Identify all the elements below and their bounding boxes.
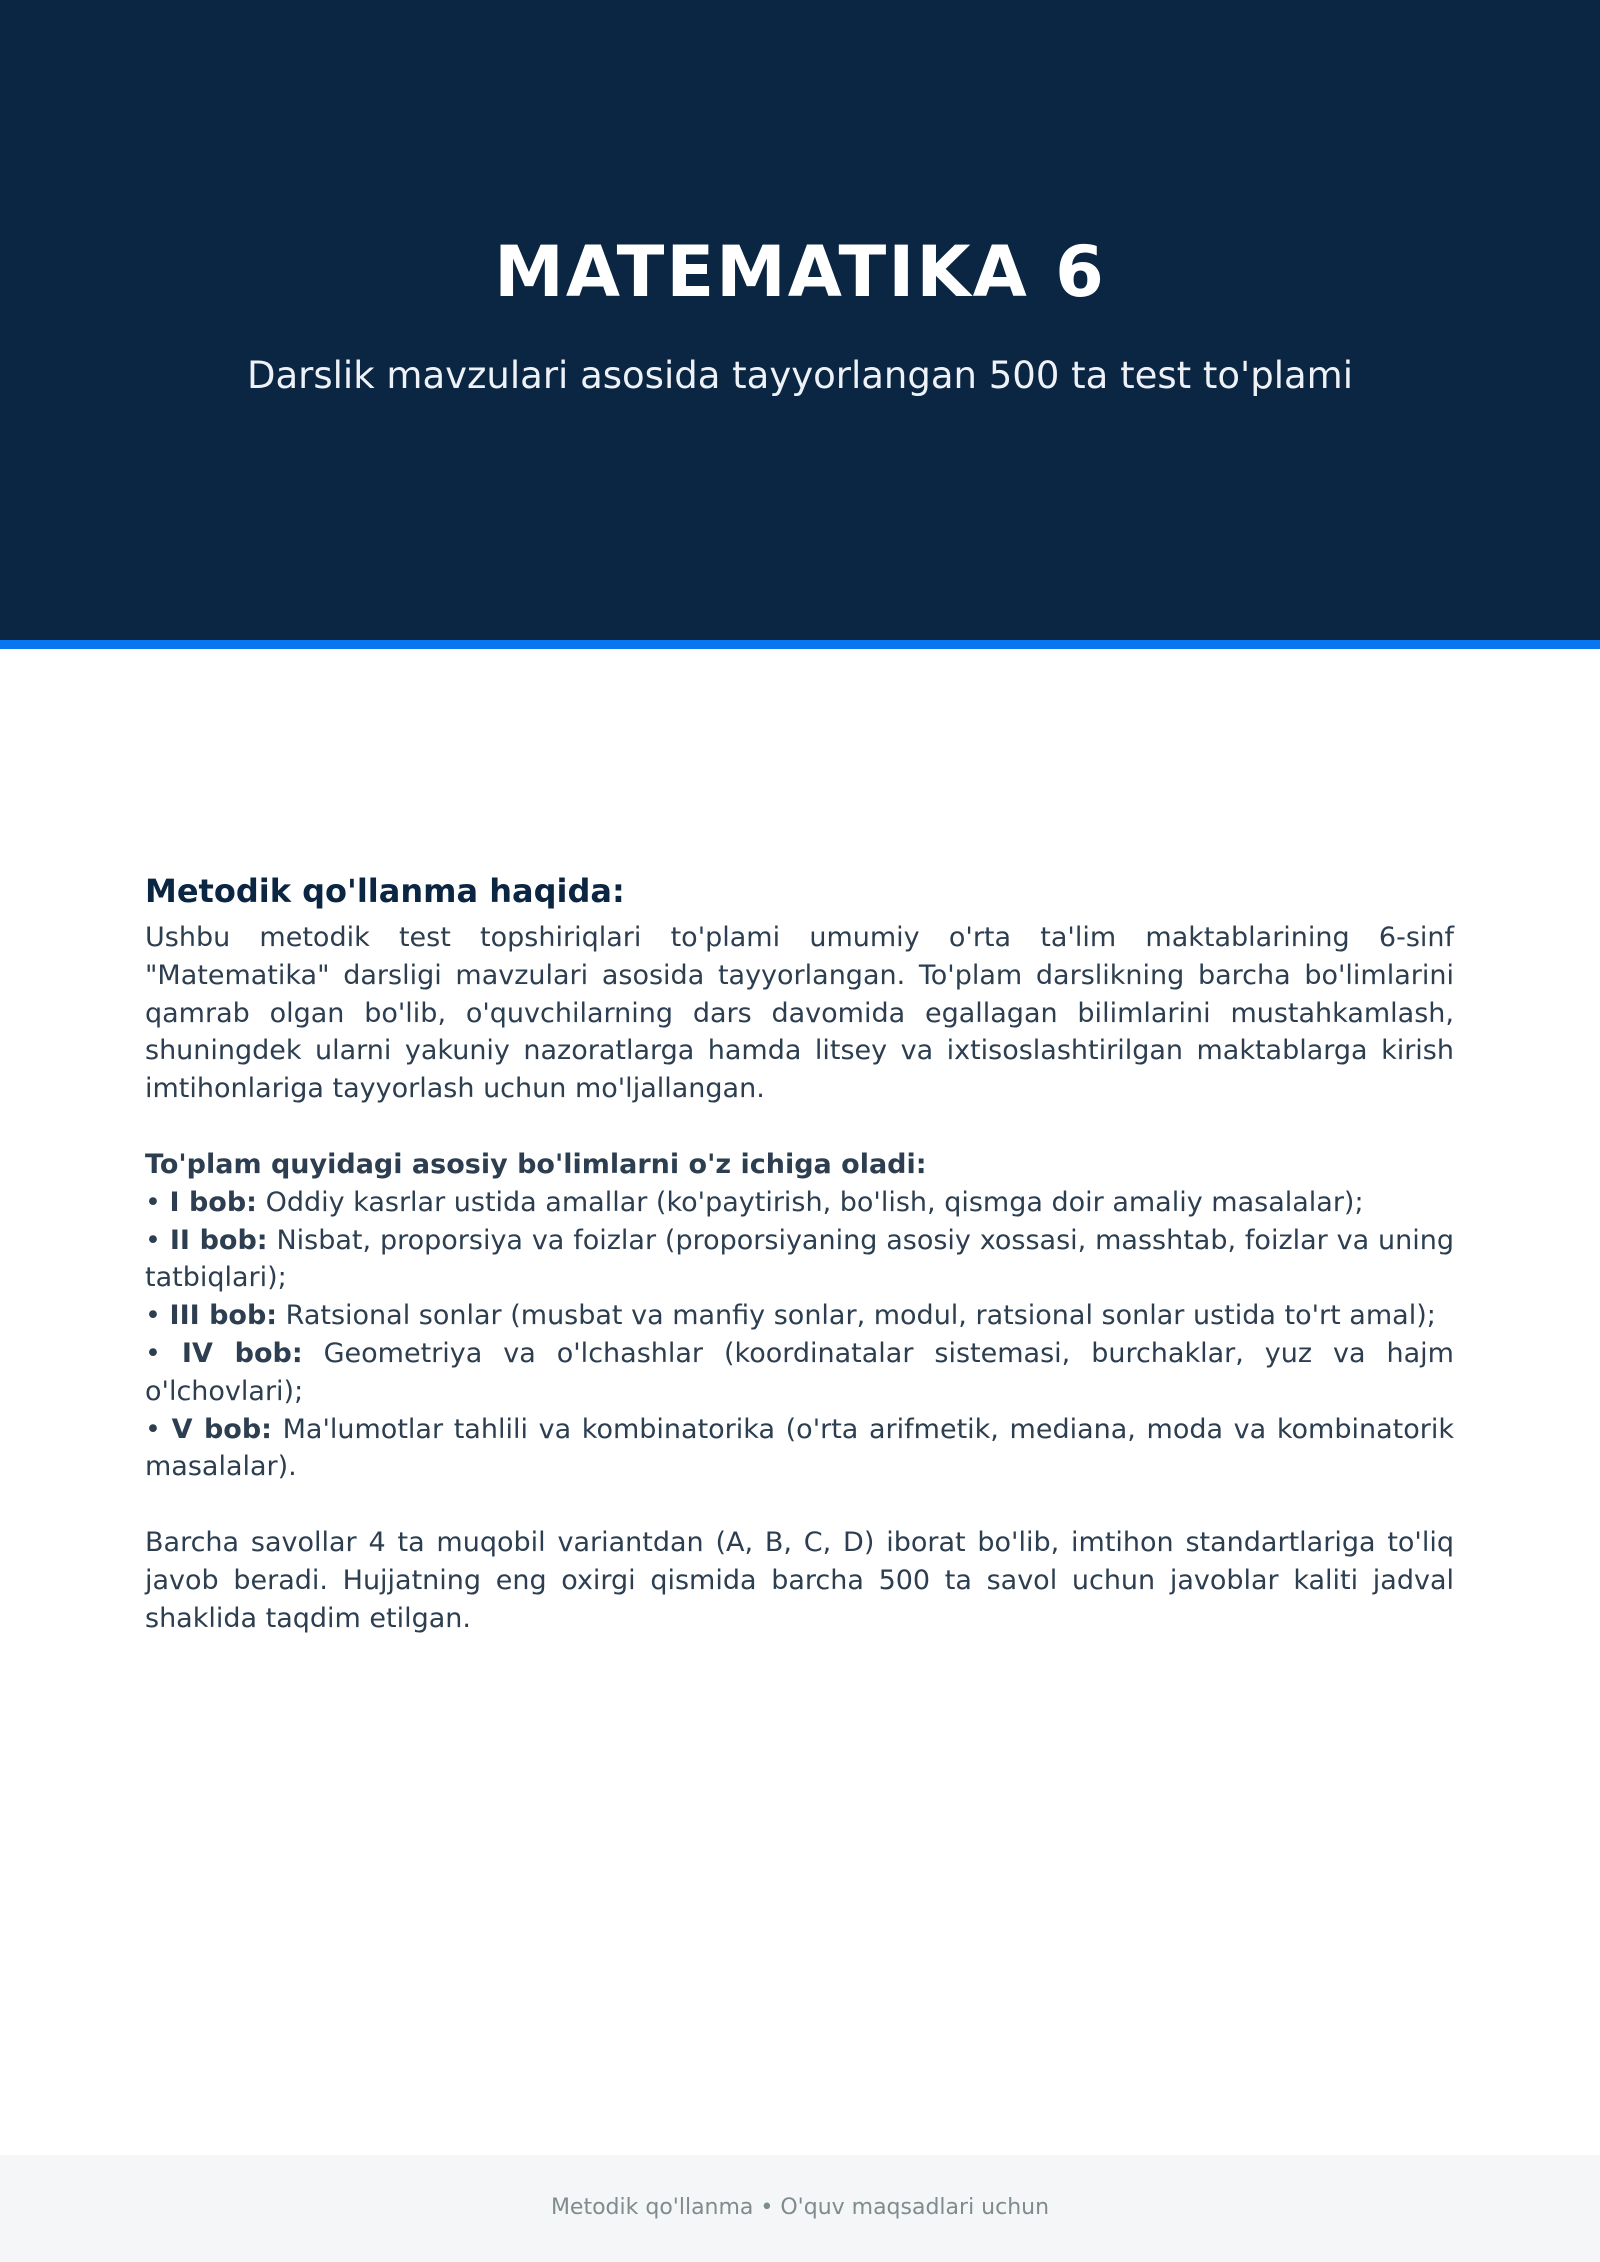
chapter-label: V bob: (171, 1413, 272, 1445)
about-section (145, 868, 1454, 1638)
chapter-item (145, 1222, 1454, 1298)
intro-paragraph: Ushbu metodik test topshiriqlari to'plami umumiy o'rta ta'lim maktablarining 6-sinf "Matematika" darsligi mavzulari asosida tayyorlangan. To'plam darslikning barcha bo'limlarini qamrab olgan bo'lib, o'quvchilarning dars davomida egallagan bilimlarini mustahkamlash, shuningdek ularni yakuniy nazoratlarga hamda litsey va ixtisoslashtirilgan maktablarga kirish imtihonlariga tayyorlash uchun mo'ljallangan. (145, 922, 1454, 1105)
chapters-list-title: To'plam quyidagi asosiy bo'limlarni o'z ichiga oladi: (145, 1148, 927, 1180)
chapter-item (145, 1297, 1454, 1335)
spacer (145, 1108, 1454, 1146)
footer-text: Metodik qo'llanma • O'quv maqsadlari uchun (550, 2195, 1050, 2220)
chapter-label: IV bob: (181, 1337, 303, 1369)
chapter-item (145, 1184, 1454, 1222)
chapter-item (145, 1335, 1454, 1411)
chapter-text: Geometriya va o'lchashlar (koordinatalar sistemasi, burchaklar, yuz va hajm o'lchovlari); (145, 1337, 1454, 1407)
chapter-text: Oddiy kasrlar ustida amallar (ko'paytirish, bo'lish, qismga doir amaliy masalalar); (265, 1186, 1364, 1218)
chapter-item (145, 1411, 1454, 1487)
spacer (145, 1486, 1454, 1524)
section-heading: Metodik qo'llanma haqida: (145, 872, 625, 910)
closing-paragraph: Barcha savollar 4 ta muqobil variantdan (A, B, C, D) iborat bo'lib, imtihon standartlariga to'liq javob beradi. Hujjatning eng oxirgi qismida barcha 500 ta savol uchun javoblar kaliti jadval shaklida taqdim etilgan. (145, 1527, 1454, 1634)
bullet: • (145, 1224, 161, 1256)
chapter-text: Ratsional sonlar (musbat va manfiy sonlar, modul, ratsional sonlar ustida to'rt amal); (285, 1300, 1436, 1332)
bullet: • (145, 1337, 161, 1369)
bullet: • (145, 1413, 161, 1445)
cover-title: MATEMATIKA 6 (494, 231, 1106, 313)
bullet: • (145, 1300, 161, 1332)
chapter-label: I bob: (169, 1186, 257, 1218)
header-accent-bar (0, 640, 1600, 649)
bullet: • (145, 1186, 161, 1218)
chapter-label: II bob: (169, 1224, 268, 1256)
cover-subtitle: Darslik mavzulari asosida tayyorlangan 500 ta test to'plami (247, 354, 1353, 397)
chapter-text: Nisbat, proporsiya va foizlar (proporsiyaning asosiy xossasi, masshtab, foizlar va uning tatbiqlari); (145, 1224, 1454, 1294)
chapter-label: III bob: (169, 1300, 278, 1332)
page-footer (0, 2155, 1600, 2262)
chapter-text: Ma'lumotlar tahlili va kombinatorika (o'rta arifmetik, mediana, moda va kombinatorik masalalar). (145, 1413, 1454, 1483)
cover-header (0, 0, 1600, 640)
